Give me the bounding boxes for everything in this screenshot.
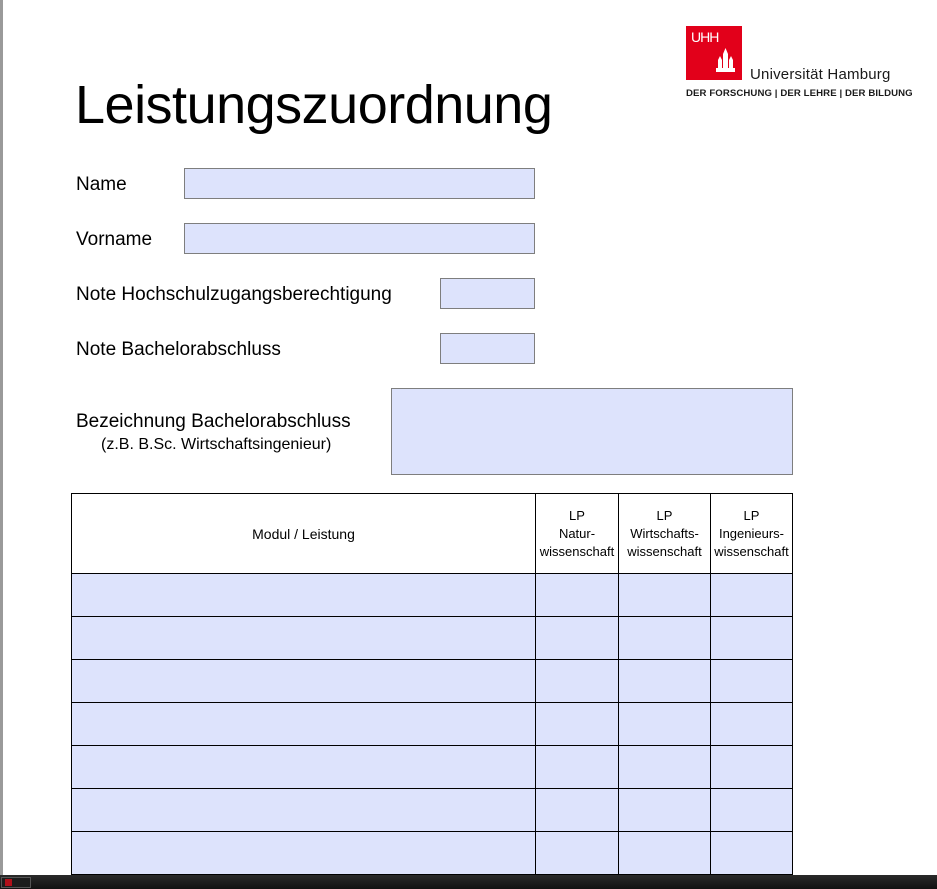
lp-wirtschaft-cell[interactable]	[619, 832, 711, 875]
table-row	[72, 746, 793, 789]
university-tagline: DER FORSCHUNG | DER LEHRE | DER BILDUNG	[686, 88, 913, 99]
vorname-label: Vorname	[76, 229, 153, 250]
col-header-modul: Modul / Leistung	[72, 494, 536, 574]
lp-wirtschaft-cell[interactable]	[619, 703, 711, 746]
modul-cell[interactable]	[72, 746, 536, 789]
hamburg-castle-icon	[686, 26, 742, 80]
lp-natur-cell[interactable]	[536, 574, 619, 617]
table-header-row	[72, 494, 793, 574]
vorname-input[interactable]	[184, 223, 535, 254]
table-row	[72, 832, 793, 875]
lp-wirtschaft-cell[interactable]	[619, 660, 711, 703]
lp-ingenieur-cell[interactable]	[711, 789, 793, 832]
modul-cell[interactable]	[72, 789, 536, 832]
modul-cell[interactable]	[72, 660, 536, 703]
taskbar	[0, 875, 937, 889]
table-row	[72, 574, 793, 617]
app-icon	[5, 879, 12, 886]
lp-ingenieur-cell[interactable]	[711, 574, 793, 617]
lp-wirtschaft-cell[interactable]	[619, 617, 711, 660]
col-header-lp-ingenieur: LP Ingenieurs- wissenschaft	[711, 494, 793, 574]
lp-natur-cell[interactable]	[536, 660, 619, 703]
lp-ingenieur-cell[interactable]	[711, 746, 793, 789]
modul-cell[interactable]	[72, 617, 536, 660]
col-header-lp-natur: LP Natur- wissenschaft	[536, 494, 619, 574]
bezeichnung-label: Bezeichnung Bachelorabschluss	[76, 411, 351, 432]
lp-wirtschaft-cell[interactable]	[619, 746, 711, 789]
modul-cell[interactable]	[72, 574, 536, 617]
lp-ingenieur-cell[interactable]	[711, 703, 793, 746]
modul-cell[interactable]	[72, 832, 536, 875]
uhh-logo	[686, 26, 916, 102]
leistung-table	[71, 493, 793, 875]
lp-wirtschaft-cell[interactable]	[619, 789, 711, 832]
taskbar-app-button[interactable]	[1, 877, 31, 888]
col-header-lp-wirtschaft: LP Wirtschafts- wissenschaft	[619, 494, 711, 574]
uhh-logo-mark	[686, 26, 742, 80]
bezeichnung-hint: (z.B. B.Sc. Wirtschaftsingenieur)	[101, 436, 332, 453]
note-bachelor-input[interactable]	[440, 333, 535, 364]
lp-natur-cell[interactable]	[536, 746, 619, 789]
note-bachelor-label: Note Bachelorabschluss	[76, 339, 281, 360]
lp-ingenieur-cell[interactable]	[711, 832, 793, 875]
note-hzb-label: Note Hochschulzugangsberechtigung	[76, 284, 392, 305]
modul-cell[interactable]	[72, 703, 536, 746]
table-row	[72, 617, 793, 660]
name-input[interactable]	[184, 168, 535, 199]
table-row	[72, 789, 793, 832]
note-hzb-input[interactable]	[440, 278, 535, 309]
table-row	[72, 703, 793, 746]
lp-ingenieur-cell[interactable]	[711, 660, 793, 703]
page-title: Leistungszuordnung	[75, 75, 553, 135]
table-row	[72, 660, 793, 703]
bezeichnung-input[interactable]	[391, 388, 793, 475]
pdf-form-page	[3, 0, 937, 875]
lp-ingenieur-cell[interactable]	[711, 617, 793, 660]
lp-wirtschaft-cell[interactable]	[619, 574, 711, 617]
name-label: Name	[76, 174, 127, 195]
lp-natur-cell[interactable]	[536, 789, 619, 832]
lp-natur-cell[interactable]	[536, 617, 619, 660]
lp-natur-cell[interactable]	[536, 832, 619, 875]
lp-natur-cell[interactable]	[536, 703, 619, 746]
university-name: Universität Hamburg	[750, 66, 891, 83]
uhh-logo-abbr: UHH	[691, 29, 719, 45]
